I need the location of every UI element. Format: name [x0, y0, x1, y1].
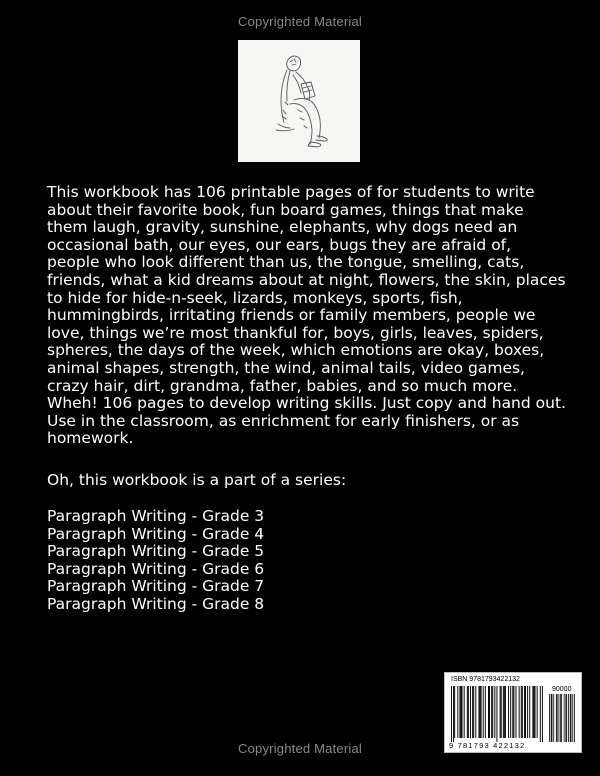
- barcode-addon-bar: [561, 694, 562, 742]
- barcode-bar: [503, 686, 504, 738]
- barcode-bar: [513, 686, 514, 738]
- barcode-bar: [535, 686, 536, 738]
- barcode-bar: [485, 686, 486, 738]
- barcode-bar: [525, 686, 526, 738]
- barcode-bar: [500, 686, 501, 738]
- series-item-grade-5: Paragraph Writing - Grade 5: [47, 542, 265, 561]
- barcode-bar: [491, 686, 492, 738]
- barcode-bar: [461, 686, 462, 738]
- series-item-grade-7: Paragraph Writing - Grade 7: [47, 577, 265, 596]
- copyright-watermark-top: Copyrighted Material: [238, 14, 362, 29]
- barcode-bar: [453, 686, 454, 742]
- barcode-bar: [467, 686, 468, 738]
- series-list: [47, 508, 264, 614]
- barcode-bar: [501, 686, 502, 738]
- barcode-addon-bar: [572, 694, 573, 742]
- barcode-bar: [451, 686, 452, 742]
- barcode-addon-bar: [571, 694, 572, 742]
- barcode-bar: [532, 686, 533, 738]
- barcode-bar: [472, 686, 473, 738]
- barcode-addon-bar: [574, 694, 575, 742]
- barcode-bar: [508, 686, 509, 738]
- barcode-bar: [522, 686, 523, 738]
- barcode-bar: [537, 686, 538, 738]
- barcode-bar: [512, 686, 513, 738]
- barcode-bar: [505, 686, 506, 738]
- barcode-bar: [533, 686, 534, 738]
- barcode-addon-bar: [560, 694, 561, 742]
- book-description: This workbook has 106 printable pages of for students to write about their favorite book, fun board games, things that make them laugh, gravity, sunshine, elephants, why dogs need an occasional bath, our eyes, our ears, bugs they are afraid of, people who look different than us, the tongue, smelling, cats, friends, what a kid dreams about at night, flowers, the skin, places to hide for hide-n-seek, lizards, monkeys, sports, fish, hummingbirds, irritating friends or family members, people we love, things we’re most thankful for, boys, girls, leaves, spiders, spheres, the days of the week, which emotions are okay, boxes, animal shapes, strength, the wind, animal tails, video games, crazy hair, dirt, grandma, father, babies, and so much more. Wheh! 106 pages to develop writing skills. Just copy and hand out. Use in the classroom, as enrichment for early finishers, or as homework.: [47, 183, 566, 448]
- barcode-addon-bar: [552, 694, 553, 742]
- barcode-bar: [478, 686, 479, 738]
- barcode-bar: [457, 686, 458, 738]
- barcode-digits: 9 781793 422132: [449, 741, 526, 750]
- barcode-bar: [459, 686, 460, 738]
- barcode-bar: [542, 686, 543, 742]
- barcode-bar: [489, 686, 490, 738]
- barcode-bar: [462, 686, 463, 738]
- barcode-bar: [521, 686, 522, 738]
- barcode-addon-bar: [557, 694, 558, 742]
- barcode-bar: [473, 686, 474, 738]
- price-code: 90000: [552, 686, 572, 693]
- barcode-bar: [504, 686, 505, 738]
- barcode-bars-icon: [451, 686, 577, 744]
- barcode-bar: [481, 686, 482, 738]
- barcode-addon-bar: [564, 694, 565, 742]
- barcode-addon-bar: [566, 694, 567, 742]
- barcode-addon-bar: [549, 694, 550, 742]
- barcode-addon-bar: [570, 694, 571, 742]
- series-item-grade-6: Paragraph Writing - Grade 6: [47, 559, 265, 578]
- cover-illustration: [238, 40, 360, 162]
- barcode-bar: [540, 686, 541, 742]
- barcode-bar: [510, 686, 511, 738]
- barcode-addon-bar: [551, 694, 552, 742]
- barcode-addon-bar: [553, 694, 554, 742]
- barcode-bar: [527, 686, 528, 738]
- barcode-addon-bar: [556, 694, 557, 742]
- barcode-bar: [475, 686, 476, 738]
- barcode-bar: [496, 686, 497, 742]
- sitting-reader-sketch-icon: [238, 40, 360, 162]
- barcode-addon-bar: [568, 694, 569, 742]
- barcode-bar: [470, 686, 471, 738]
- barcode-bar: [454, 686, 455, 738]
- barcode-bar: [529, 686, 530, 738]
- barcode-bar: [464, 686, 465, 738]
- barcode-bar: [494, 686, 495, 738]
- barcode-bar: [488, 686, 489, 738]
- barcode-bar: [480, 686, 481, 738]
- series-intro: Oh, this workbook is a part of a series:: [47, 471, 347, 489]
- barcode-bar: [524, 686, 525, 738]
- barcode-bar: [483, 686, 484, 738]
- series-item-grade-3: Paragraph Writing - Grade 3: [47, 507, 265, 525]
- barcode-bar: [519, 686, 520, 738]
- barcode-bar: [516, 686, 517, 738]
- copyright-watermark-bottom: Copyrighted Material: [238, 741, 362, 756]
- series-item-grade-8: Paragraph Writing - Grade 8: [47, 594, 265, 613]
- isbn-label: ISBN 9781793422132: [451, 676, 520, 683]
- series-item-grade-4: Paragraph Writing - Grade 4: [47, 524, 265, 543]
- barcode-addon-bar: [565, 694, 566, 742]
- barcode-addon-bar: [559, 694, 560, 742]
- barcode-bar: [468, 686, 469, 738]
- barcode-bar: [492, 686, 493, 738]
